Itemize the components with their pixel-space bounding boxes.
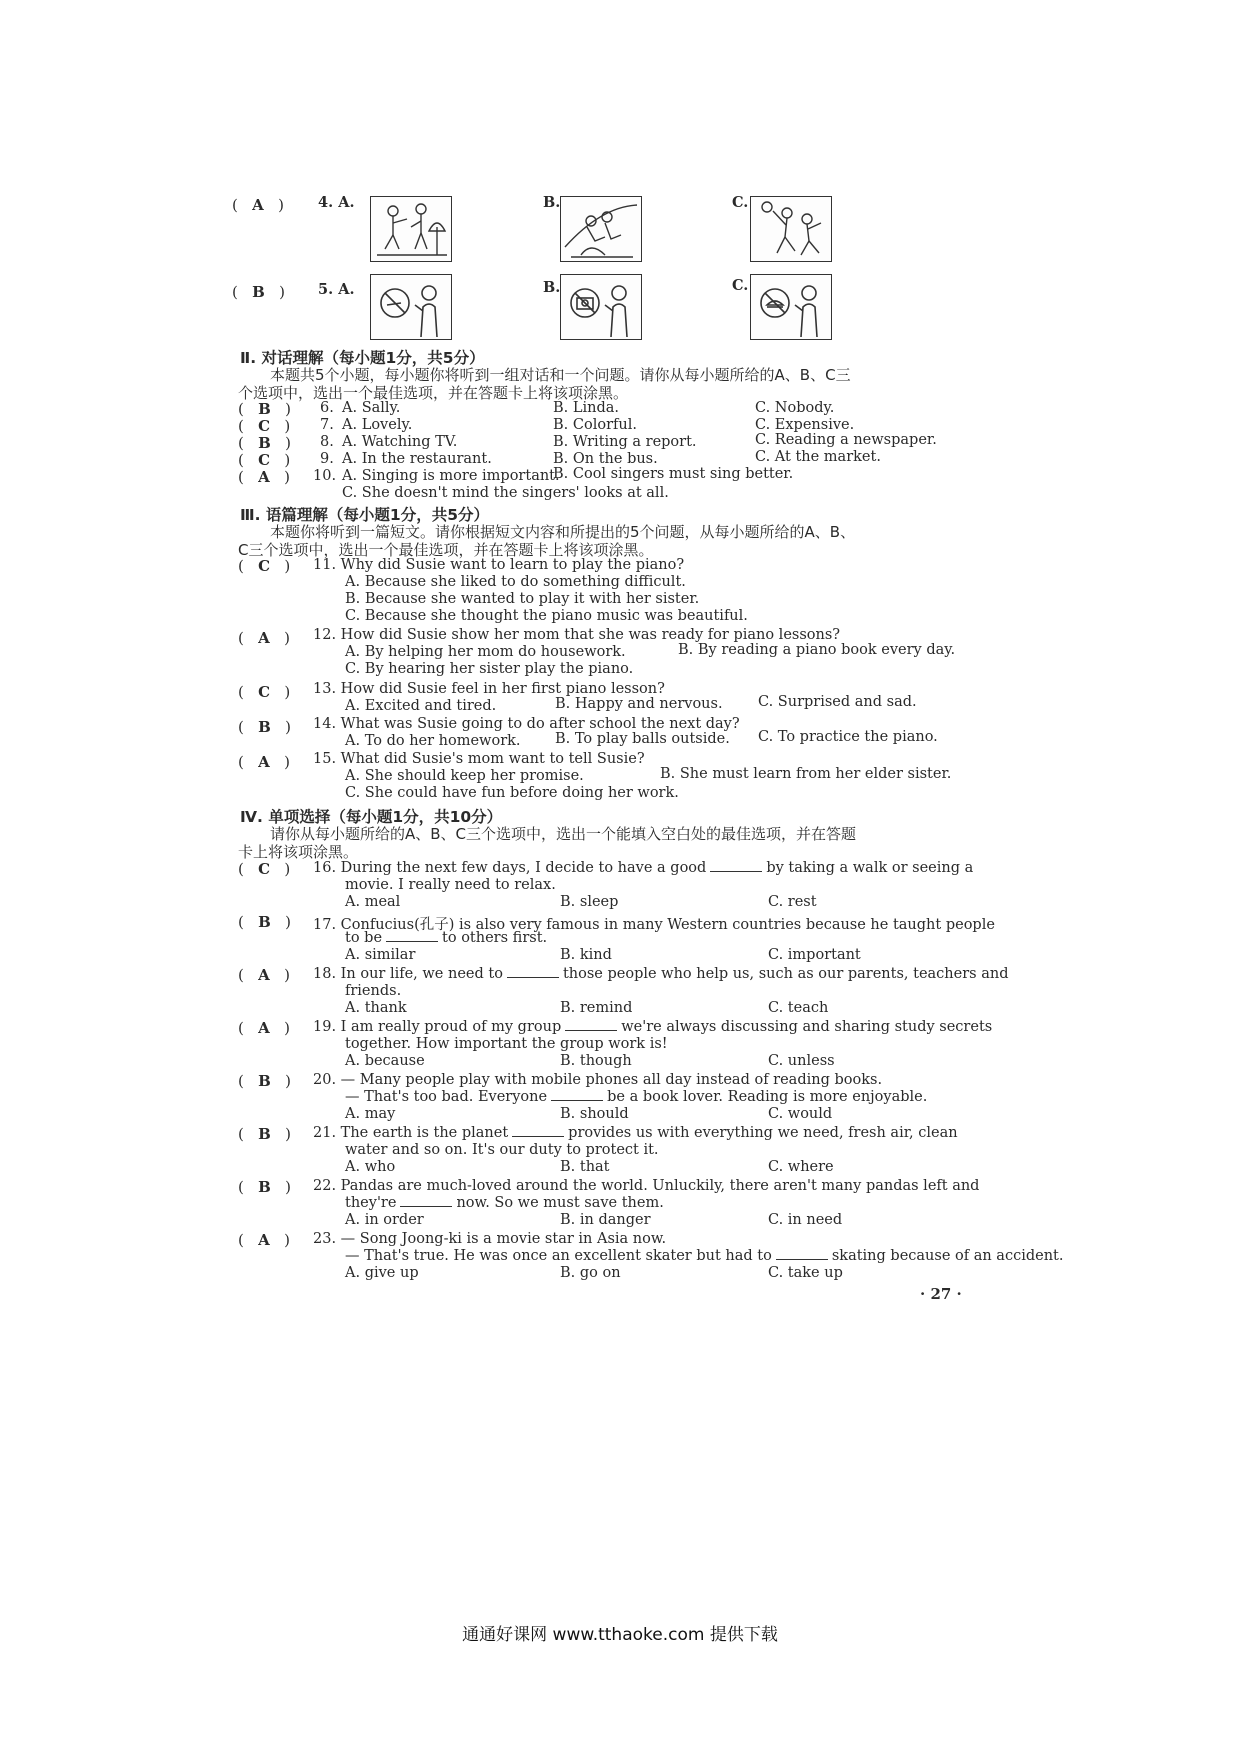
q23-line2 bbox=[345, 1248, 1063, 1264]
q11-option-b: B. Because she wanted to play it with her sister. bbox=[345, 591, 700, 607]
q4-num-text: 4. bbox=[318, 194, 334, 211]
q4-option-b-label: B. bbox=[543, 194, 561, 211]
answer-paren-q15: ( A ) bbox=[238, 753, 290, 771]
q16-option-c: C. rest bbox=[768, 894, 817, 910]
q16-line1 bbox=[313, 860, 973, 876]
q17-text-before-blank: to be bbox=[345, 930, 383, 946]
q19-blank bbox=[565, 1029, 617, 1031]
q21-option-b: B. that bbox=[560, 1159, 610, 1175]
q21-blank bbox=[512, 1135, 564, 1137]
answer-paren-q9: ( C ) bbox=[238, 451, 291, 469]
q22-text-before-blank: they're bbox=[345, 1195, 397, 1211]
q7-option-a: A. Lovely. bbox=[342, 417, 413, 433]
answer-paren-q19: ( A ) bbox=[238, 1019, 290, 1037]
q16-text-after-blank: by taking a walk or seeing a bbox=[766, 860, 974, 876]
q23-option-a: A. give up bbox=[345, 1265, 419, 1281]
q8-option-a: A. Watching TV. bbox=[342, 434, 458, 450]
section3-instruction-2: C三个选项中，选出一个最佳选项，并在答题卡上将该项涂黑。 bbox=[238, 541, 654, 559]
q14-option-b: B. To play balls outside. bbox=[555, 731, 730, 747]
q10-number: 10. bbox=[313, 468, 337, 484]
q20-line1: 20. — Many people play with mobile phones all day instead of reading books. bbox=[313, 1072, 883, 1088]
answer-q4: A bbox=[252, 196, 264, 214]
q22-line1: 22. Pandas are much-loved around the world. Unluckily, there aren't many pandas left and bbox=[313, 1178, 980, 1194]
q15-option-a: A. She should keep her promise. bbox=[345, 768, 584, 784]
q18-text-after-blank: those people who help us, such as our parents, teachers and bbox=[562, 966, 1009, 982]
q10-option-c: C. She doesn't mind the singers' looks at all. bbox=[342, 485, 669, 501]
no-smoking-sign-picture bbox=[370, 274, 452, 340]
q10-option-b: B. Cool singers must sing better. bbox=[553, 466, 794, 482]
q5-option-b-label: B. bbox=[543, 279, 561, 296]
q11-stem: 11. Why did Susie want to learn to play the piano? bbox=[313, 557, 685, 573]
answer-q11: C bbox=[258, 557, 271, 575]
children-on-slide-picture bbox=[560, 196, 642, 262]
q14-stem: 14. What was Susie going to do after school the next day? bbox=[313, 716, 740, 732]
answer-q10: A bbox=[258, 468, 270, 486]
q12-option-a: A. By helping her mom do housework. bbox=[345, 644, 626, 660]
q21-option-c: C. where bbox=[768, 1159, 834, 1175]
q20-line2 bbox=[345, 1089, 927, 1105]
q4-number bbox=[318, 194, 355, 211]
answer-paren-q10: ( A ) bbox=[238, 468, 290, 486]
q9-number: 9. bbox=[320, 451, 334, 467]
q15-stem: 15. What did Susie's mom want to tell Susie? bbox=[313, 751, 645, 767]
answer-paren-q11: ( C ) bbox=[238, 557, 291, 575]
answer-q20: B bbox=[258, 1072, 271, 1090]
q23-blank bbox=[776, 1258, 828, 1260]
q12-option-c: C. By hearing her sister play the piano. bbox=[345, 661, 634, 677]
q22-line2 bbox=[345, 1195, 664, 1211]
q22-option-c: C. in need bbox=[768, 1212, 843, 1228]
q17-text-after-blank: to others first. bbox=[442, 930, 548, 946]
q16-text-before-blank: 16. During the next few days, I decide to have a good bbox=[313, 860, 707, 876]
answer-paren-q6: ( B ) bbox=[238, 400, 291, 418]
q5-number bbox=[318, 281, 355, 298]
section2-instruction-1: 本题共5个小题，每小题你将听到一组对话和一个问题。请你从每小题所给的A、B、C三 bbox=[270, 366, 851, 384]
q16-blank bbox=[710, 870, 762, 872]
q5-num-text: 5. bbox=[318, 281, 334, 298]
answer-paren-q14: ( B ) bbox=[238, 718, 291, 736]
q5-option-a-label: A. bbox=[338, 281, 355, 298]
answer-q18: A bbox=[258, 966, 270, 984]
q18-line1 bbox=[313, 966, 1008, 982]
q19-text-before-blank: 19. I am really proud of my group bbox=[313, 1019, 562, 1035]
q8-option-c: C. Reading a newspaper. bbox=[755, 432, 937, 448]
q20-option-a: A. may bbox=[345, 1106, 396, 1122]
q17-line2 bbox=[345, 930, 547, 946]
answer-paren-q7: ( C ) bbox=[238, 417, 291, 435]
no-photography-sign-picture bbox=[560, 274, 642, 340]
q18-text-before-blank: 18. In our life, we need to bbox=[313, 966, 503, 982]
answer-q9: C bbox=[258, 451, 271, 469]
answer-q15: A bbox=[258, 753, 270, 771]
q17-line1: 17. Confucius(孔子) is also very famous in many Western countries because he taught people bbox=[313, 917, 995, 933]
q15-option-c: C. She could have fun before doing her work. bbox=[345, 785, 679, 801]
q17-option-c: C. important bbox=[768, 947, 861, 963]
q22-text-after-blank: now. So we must save them. bbox=[456, 1195, 664, 1211]
q19-text-after-blank: we're always discussing and sharing study secrets bbox=[621, 1019, 993, 1035]
q17-option-a: A. similar bbox=[345, 947, 416, 963]
q13-stem: 13. How did Susie feel in her first piano lesson? bbox=[313, 681, 665, 697]
answer-paren-q23: ( A ) bbox=[238, 1231, 290, 1249]
q17-blank bbox=[386, 940, 438, 942]
q21-text-after-blank: provides us with everything we need, fresh air, clean bbox=[568, 1125, 958, 1141]
q13-option-b: B. Happy and nervous. bbox=[555, 696, 723, 712]
q6-number: 6. bbox=[320, 400, 334, 416]
q6-option-b: B. Linda. bbox=[553, 400, 620, 416]
q20-option-c: C. would bbox=[768, 1106, 833, 1122]
section2-title: Ⅱ. 对话理解（每小题1分，共5分） bbox=[240, 349, 485, 367]
q21-line2: water and so on. It's our duty to protect it. bbox=[345, 1142, 659, 1158]
q21-line1 bbox=[313, 1125, 958, 1141]
q18-option-c: C. teach bbox=[768, 1000, 829, 1016]
answer-q5: B bbox=[252, 283, 265, 301]
answer-paren-q16: ( C ) bbox=[238, 860, 291, 878]
section4-instruction-1: 请你从每小题所给的A、B、C三个选项中，选出一个能填入空白处的最佳选项，并在答题 bbox=[270, 825, 857, 843]
q22-option-a: A. in order bbox=[345, 1212, 424, 1228]
section3-title: Ⅲ. 语篇理解（每小题1分，共5分） bbox=[240, 506, 490, 524]
section3-instruction-1: 本题你将听到一篇短文。请你根据短文内容和所提出的5个问题，从每小题所给的A、B、 bbox=[270, 523, 856, 541]
q19-line2: together. How important the group work is! bbox=[345, 1036, 668, 1052]
q14-option-c: C. To practice the piano. bbox=[758, 729, 938, 745]
q7-option-c: C. Expensive. bbox=[755, 417, 855, 433]
q23-line1: 23. — Song Joong-ki is a movie star in Asia now. bbox=[313, 1231, 667, 1247]
answer-q12: A bbox=[258, 629, 270, 647]
q23-option-b: B. go on bbox=[560, 1265, 621, 1281]
answer-q22: B bbox=[258, 1178, 271, 1196]
answer-q8: B bbox=[258, 434, 271, 452]
answer-paren-q8: ( B ) bbox=[238, 434, 291, 452]
q4-option-c-label: C. bbox=[732, 194, 749, 211]
answer-q17: B bbox=[258, 913, 271, 931]
answer-q6: B bbox=[258, 400, 271, 418]
q19-option-a: A. because bbox=[345, 1053, 425, 1069]
q19-line1 bbox=[313, 1019, 992, 1035]
q16-option-b: B. sleep bbox=[560, 894, 619, 910]
q18-option-a: A. thank bbox=[345, 1000, 407, 1016]
q20-blank bbox=[551, 1099, 603, 1101]
q7-number: 7. bbox=[320, 417, 334, 433]
answer-q21: B bbox=[258, 1125, 271, 1143]
answer-paren-q4: ( A ) bbox=[232, 196, 284, 214]
q6-option-c: C. Nobody. bbox=[755, 400, 835, 416]
q4-option-a-label: A. bbox=[338, 194, 355, 211]
q11-option-a: A. Because she liked to do something difficult. bbox=[345, 574, 686, 590]
q9-option-b: B. On the bus. bbox=[553, 451, 658, 467]
q17-option-b: B. kind bbox=[560, 947, 612, 963]
q18-blank bbox=[507, 976, 559, 978]
q14-option-a: A. To do her homework. bbox=[345, 733, 521, 749]
q13-option-c: C. Surprised and sad. bbox=[758, 694, 917, 710]
section4-instruction-2: 卡上将该项涂黑。 bbox=[238, 843, 359, 861]
q23-text-after-blank: skating because of an accident. bbox=[831, 1248, 1064, 1264]
q15-option-b: B. She must learn from her elder sister. bbox=[660, 766, 952, 782]
q8-number: 8. bbox=[320, 434, 334, 450]
q10-option-a: A. Singing is more important. bbox=[342, 468, 560, 484]
answer-paren-q17: ( B ) bbox=[238, 913, 291, 931]
q12-stem: 12. How did Susie show her mom that she was ready for piano lessons? bbox=[313, 627, 841, 643]
q12-option-b: B. By reading a piano book every day. bbox=[678, 642, 956, 658]
q23-option-c: C. take up bbox=[768, 1265, 843, 1281]
q5-option-c-label: C. bbox=[732, 277, 749, 294]
q21-text-before-blank: 21. The earth is the planet bbox=[313, 1125, 509, 1141]
q6-option-a: A. Sally. bbox=[342, 400, 401, 416]
q22-blank bbox=[400, 1205, 452, 1207]
no-food-sign-picture bbox=[750, 274, 832, 340]
q20-option-b: B. should bbox=[560, 1106, 629, 1122]
section2-instruction-2: 个选项中，选出一个最佳选项，并在答题卡上将该项涂黑。 bbox=[238, 384, 629, 402]
section4-title: Ⅳ. 单项选择（每小题1分，共10分） bbox=[240, 808, 503, 826]
page-number: · 27 · bbox=[920, 1285, 962, 1303]
q21-option-a: A. who bbox=[345, 1159, 396, 1175]
answer-paren-q5: ( B ) bbox=[232, 283, 285, 301]
q18-option-b: B. remind bbox=[560, 1000, 633, 1016]
answer-q19: A bbox=[258, 1019, 270, 1037]
answer-q23: A bbox=[258, 1231, 270, 1249]
answer-paren-q21: ( B ) bbox=[238, 1125, 291, 1143]
footer-download-notice: 通通好课网 www.tthaoke.com 提供下载 bbox=[462, 1625, 778, 1645]
q22-option-b: B. in danger bbox=[560, 1212, 651, 1228]
q20-text-after-blank: be a book lover. Reading is more enjoyable. bbox=[607, 1089, 928, 1105]
q16-option-a: A. meal bbox=[345, 894, 401, 910]
q9-option-a: A. In the restaurant. bbox=[342, 451, 492, 467]
boy-playing-ball-picture bbox=[750, 196, 832, 262]
q18-line2: friends. bbox=[345, 983, 402, 999]
answer-q14: B bbox=[258, 718, 271, 736]
q11-option-c: C. Because she thought the piano music was beautiful. bbox=[345, 608, 748, 624]
q7-option-b: B. Colorful. bbox=[553, 417, 637, 433]
people-planting-trees-picture bbox=[370, 196, 452, 262]
q23-text-before-blank: — That's true. He was once an excellent skater but had to bbox=[345, 1248, 772, 1264]
q19-option-b: B. though bbox=[560, 1053, 632, 1069]
answer-paren-q12: ( A ) bbox=[238, 629, 290, 647]
q16-line2: movie. I really need to relax. bbox=[345, 877, 556, 893]
answer-paren-q13: ( C ) bbox=[238, 683, 291, 701]
answer-paren-q18: ( A ) bbox=[238, 966, 290, 984]
q13-option-a: A. Excited and tired. bbox=[345, 698, 497, 714]
q9-option-c: C. At the market. bbox=[755, 449, 881, 465]
q8-option-b: B. Writing a report. bbox=[553, 434, 697, 450]
answer-paren-q22: ( B ) bbox=[238, 1178, 291, 1196]
answer-q7: C bbox=[258, 417, 271, 435]
q19-option-c: C. unless bbox=[768, 1053, 835, 1069]
answer-q16: C bbox=[258, 860, 271, 878]
answer-q13: C bbox=[258, 683, 271, 701]
answer-paren-q20: ( B ) bbox=[238, 1072, 291, 1090]
q20-text-before-blank: — That's too bad. Everyone bbox=[345, 1089, 548, 1105]
